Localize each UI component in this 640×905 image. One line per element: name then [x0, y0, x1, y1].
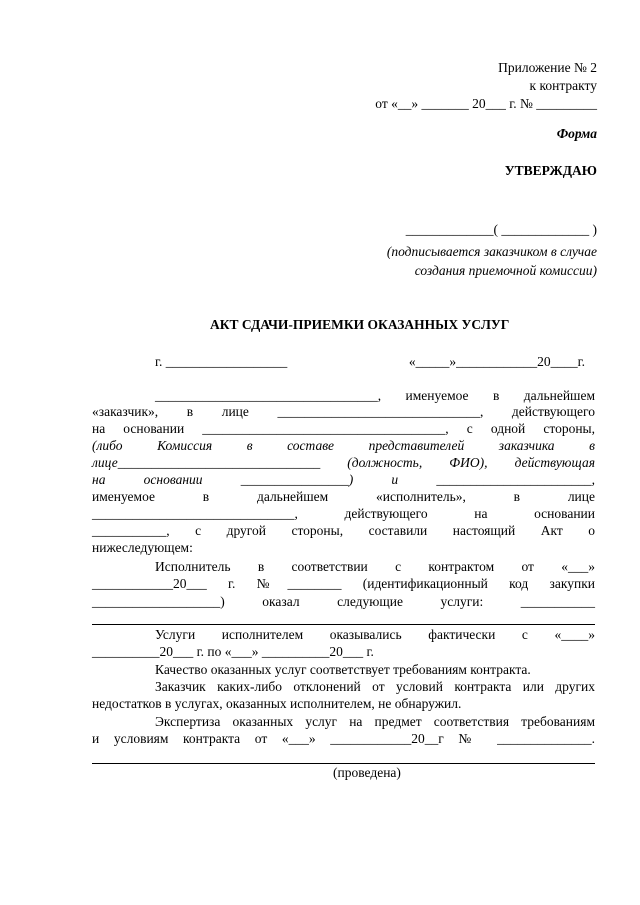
services-underline — [92, 624, 595, 625]
body-line-17: Заказчик каких-либо отклонений от условий контракта или других — [155, 679, 595, 694]
body-line-12: ____________20___ г. №________ (идентификационный код закупки — [92, 576, 595, 591]
body-line-19: Экспертиза оказанных услуг на предмет соответствия требованиям — [155, 714, 595, 729]
body-line-7: именуемое в дальнейшем «исполнитель», в лице — [92, 489, 595, 504]
body-line-1: _________________________________, именуемое в дальнейшем — [155, 388, 595, 403]
body-line-4: (либо Комиссия в составе представителей заказчика в — [92, 438, 595, 453]
document-title: АКТ СДАЧИ-ПРИЕМКИ ОКАЗАННЫХ УСЛУГ — [210, 317, 510, 332]
signature-line: _____________( _____________ ) — [405, 222, 597, 237]
city-line: г. __________________ — [155, 354, 288, 369]
contract-reference: к контракту — [529, 78, 597, 93]
signature-note-1: (подписывается заказчиком в случае — [386, 244, 597, 259]
body-line-2: «заказчик», в лице ______________________________, действующего — [92, 404, 595, 419]
body-line-10: нижеследующем: — [92, 540, 193, 555]
body-line-13: ___________________) оказал следующие услуги: ___________ — [92, 594, 595, 609]
appendix-number: Приложение № 2 — [498, 60, 597, 75]
form-label: Форма — [556, 126, 597, 141]
body-line-11: Исполнитель в соответствии с контрактом от «___» — [155, 559, 595, 574]
body-line-21: (проведена) — [333, 765, 401, 780]
expertise-underline — [92, 763, 595, 764]
body-line-20: и условиям контракта от «___» ____________20__г № ______________. — [92, 731, 595, 746]
body-line-14: Услуги исполнителем оказывались фактически с «____» — [155, 627, 595, 642]
body-line-18: недостатков в услугах, оказанных исполнителем, не обнаружил. — [92, 696, 462, 711]
contract-date-line: от «__» _______ 20___ г. № _________ — [375, 96, 597, 111]
body-line-16: Качество оказанных услуг соответствует требованиям контракта. — [155, 662, 531, 677]
approve-label: УТВЕРЖДАЮ — [504, 163, 597, 178]
act-date-line: «_____»____________20____г. — [408, 354, 585, 369]
body-line-15: __________20___ г. по «___» __________20___ г. — [92, 644, 374, 659]
body-line-6: на основании ________________) и _______________________, — [92, 472, 595, 487]
body-line-5: лице______________________________ (должность, ФИО), действующая — [92, 455, 595, 470]
signature-note-2: создания приемочной комиссии) — [414, 263, 597, 278]
body-line-8: ______________________________, действующего на основании — [92, 506, 595, 521]
body-line-3: на основании ____________________________________, с одной стороны, — [92, 421, 595, 436]
body-line-9: ___________, с другой стороны, составили настоящий Акт о — [92, 523, 595, 538]
